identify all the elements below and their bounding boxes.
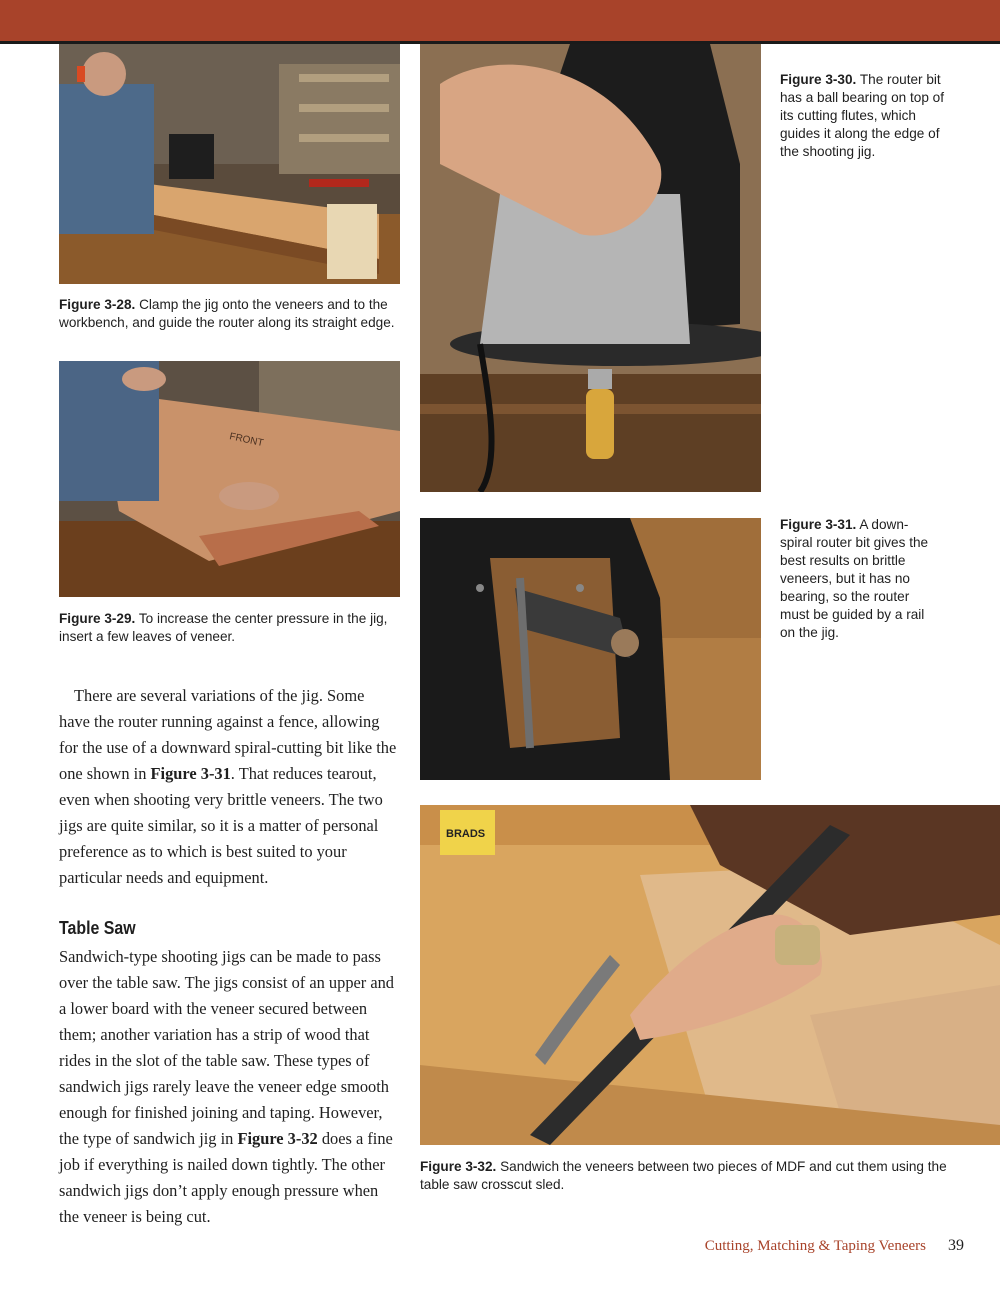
figure-3-32-photo — [420, 805, 1000, 1145]
brads-box-label: BRADS — [446, 828, 486, 840]
figure-3-30-photo — [420, 44, 761, 492]
figure-label: Figure 3-28. — [59, 297, 136, 312]
figure-3-31-caption — [780, 516, 940, 642]
figure-3-28-photo — [59, 44, 400, 284]
page-number: 39 — [948, 1237, 964, 1254]
text-run: . That reduces tearout, even when shooting very brittle veneers. The two jigs are quite similar, so it is a matter of personal preference as to which is best suited to your particular needs and equipment. — [59, 764, 383, 887]
caption-text: The router bit has a ball bearing on top of its cutting flutes, which guides it along the edge of the shooting jig. — [780, 72, 945, 159]
figure-3-30-caption — [780, 71, 945, 161]
figure-3-31-photo — [420, 518, 761, 780]
figure-label: Figure 3-30. — [780, 72, 857, 87]
body-paragraph-1 — [59, 683, 399, 891]
text-run: There are several variations of the jig. Some have the router running against a fence, allowing for the use of a downward spiral-cutting bit like the one shown in — [59, 686, 397, 783]
figure-reference: Figure 3-31 — [150, 764, 231, 783]
figure-3-28-caption — [59, 296, 404, 332]
caption-text: To increase the center pressure in the jig, insert a few leaves of veneer. — [59, 611, 388, 644]
caption-text: A down-spiral router bit gives the best results on brittle veneers, but it has no bearing, so the router must be guided by a rail on the jig. — [780, 517, 929, 640]
header-bar — [0, 0, 1000, 41]
running-footer-title: Cutting, Matching & Taping Veneers — [704, 1238, 926, 1254]
board-marking: FRONT — [228, 431, 265, 450]
figure-3-29-caption — [59, 610, 404, 646]
figure-label: Figure 3-31. — [780, 517, 857, 532]
figure-label: Figure 3-29. — [59, 611, 136, 626]
caption-text: Sandwich the veneers between two pieces of MDF and cut them using the table saw crosscut sled. — [420, 1159, 947, 1192]
section-heading: Table Saw — [59, 917, 136, 938]
text-run: Sandwich-type shooting jigs can be made to pass over the table saw. The jigs consist of an upper and a lower board with the veneer secured between them; another variation has a strip of wood that rides in the slot of the table saw. These types of sandwich jigs rarely leave the veneer edge smooth enough for finished joining and taping. However, the type of sandwich jig in — [59, 947, 395, 1148]
body-paragraph-2 — [59, 944, 399, 1230]
figure-reference: Figure 3-32 — [237, 1129, 318, 1148]
figure-3-29-photo — [59, 361, 400, 597]
caption-text: Clamp the jig onto the veneers and to the workbench, and guide the router along its straight edge. — [59, 297, 395, 330]
figure-label: Figure 3-32. — [420, 1159, 497, 1174]
figure-3-32-caption — [420, 1158, 960, 1194]
text-run: does a fine job if everything is nailed down tightly. The other sandwich jigs don’t apply enough pressure when the veneer is being cut. — [59, 1129, 393, 1226]
